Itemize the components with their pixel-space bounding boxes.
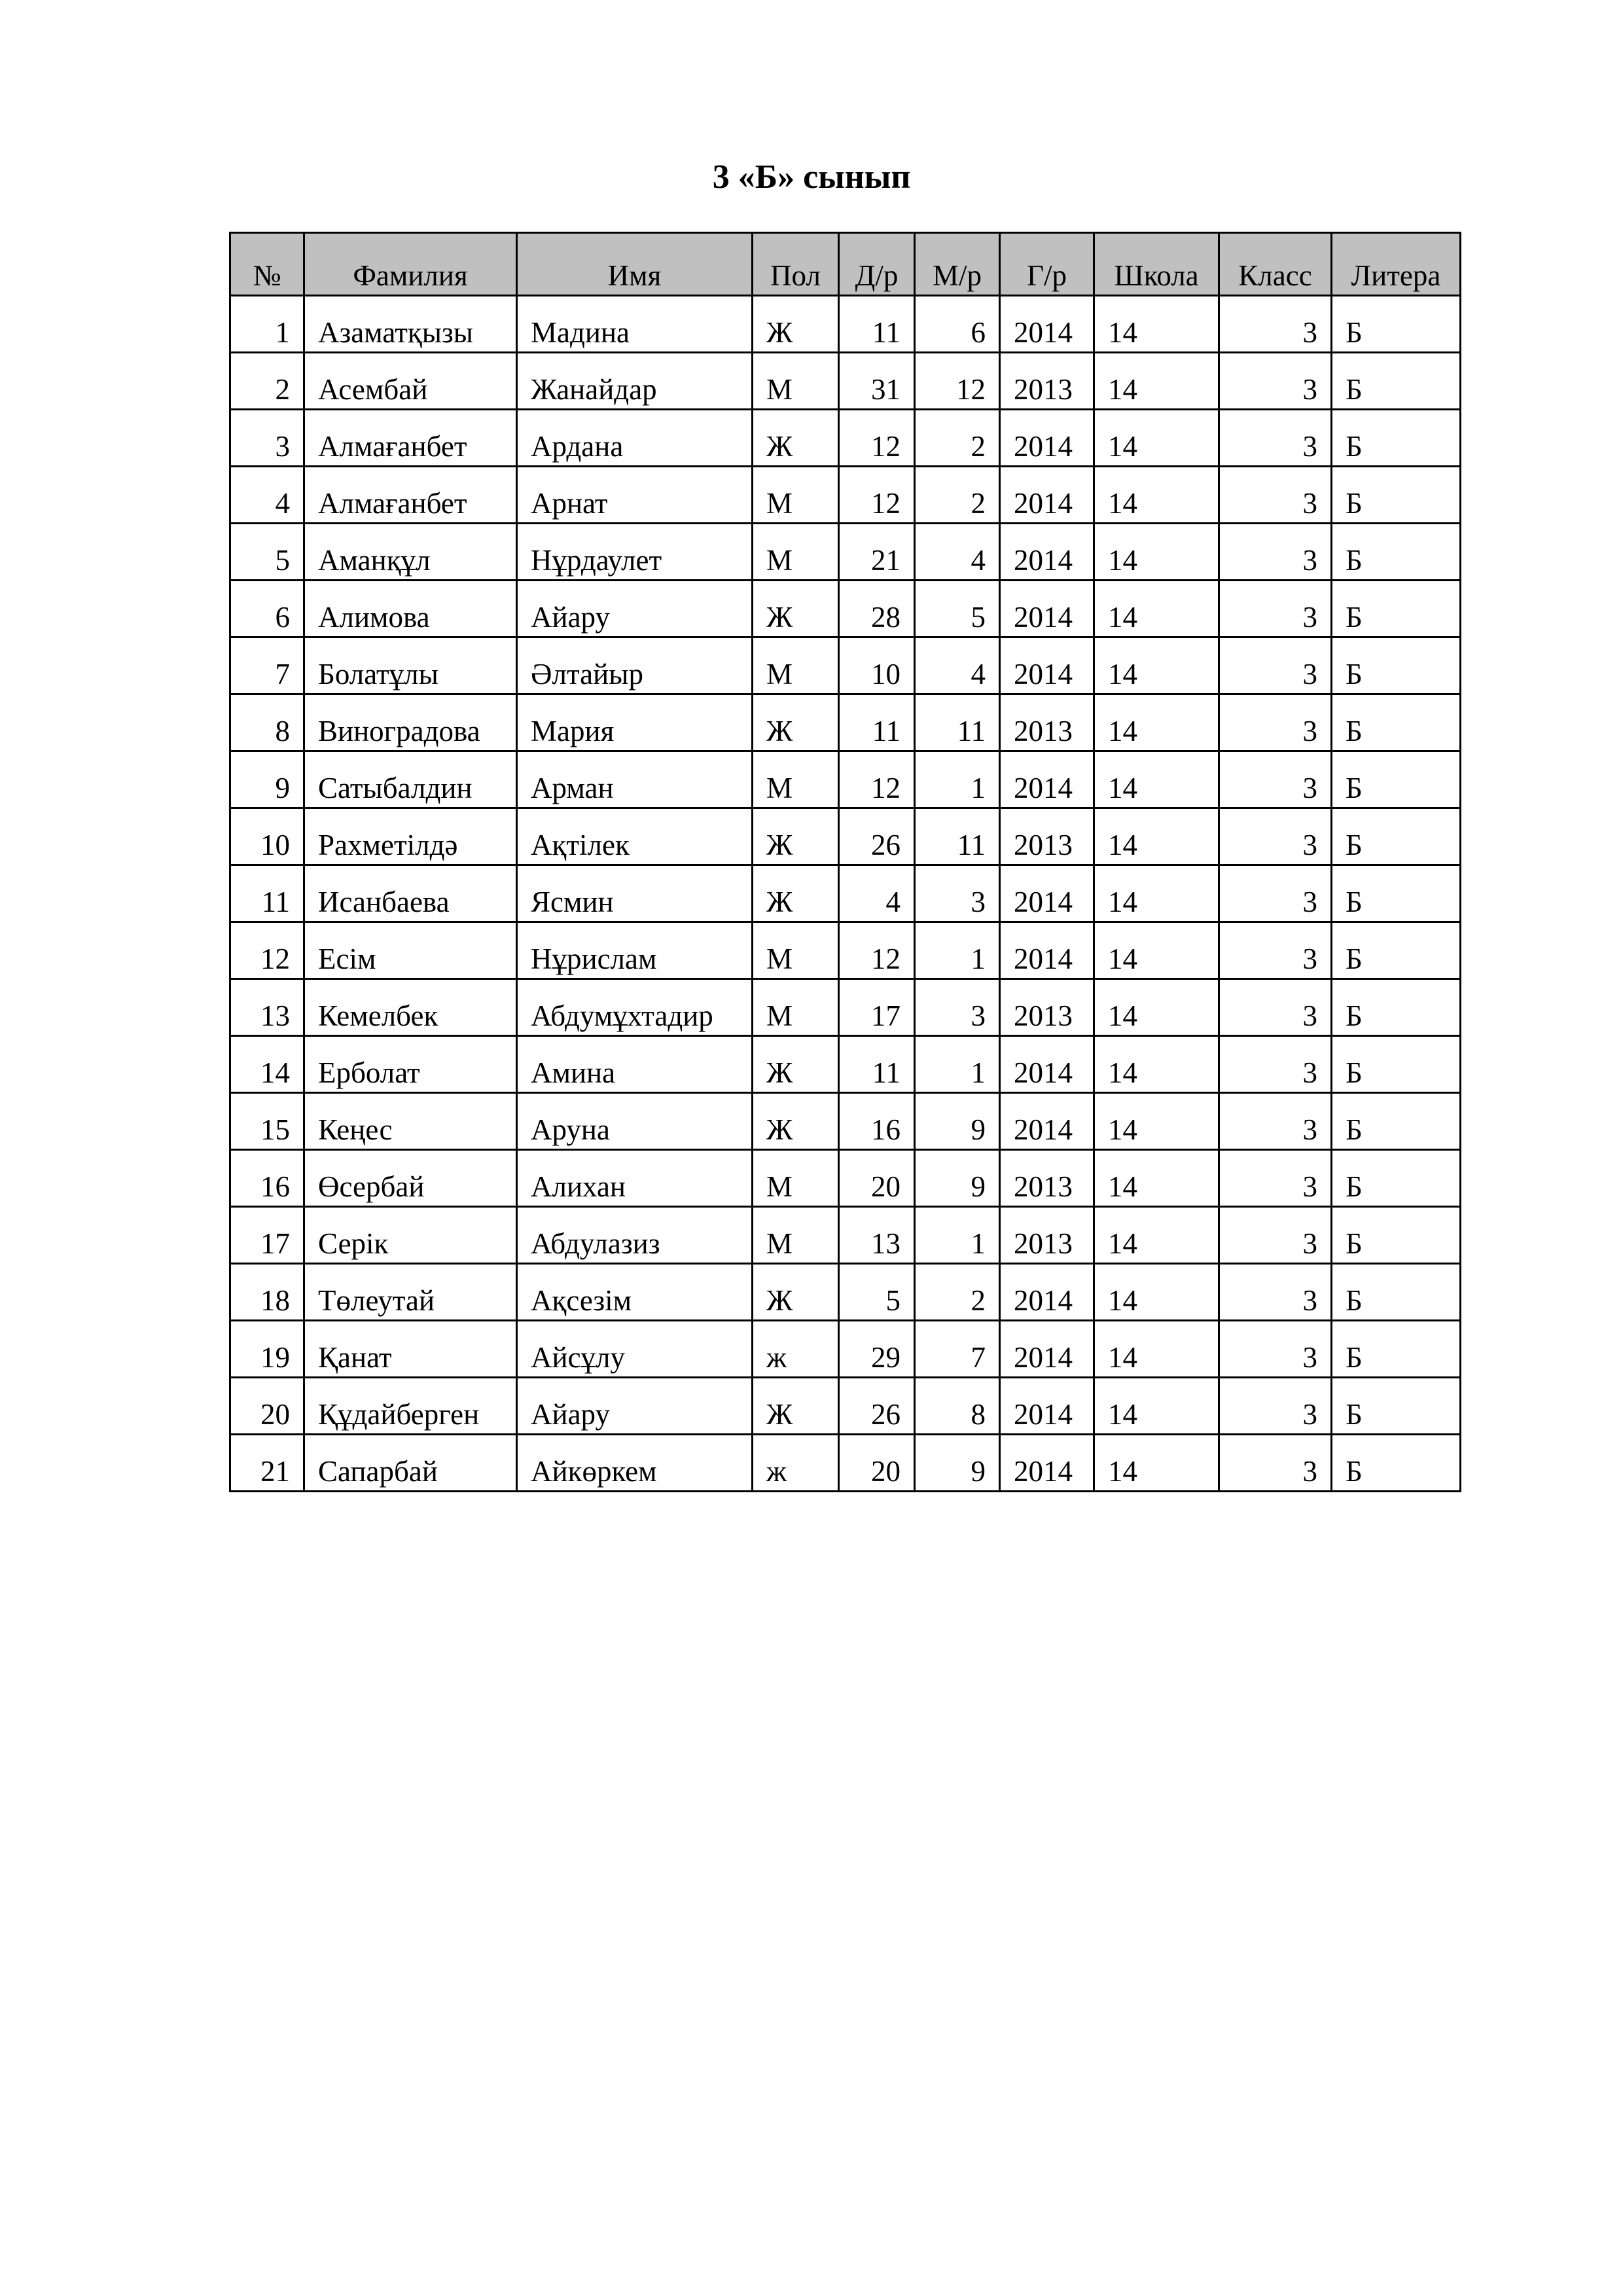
cell-birth-day: 20: [839, 1435, 915, 1492]
cell-class: 3: [1219, 524, 1332, 581]
cell-school: 14: [1094, 1207, 1219, 1264]
cell-first-name: Нұрислам: [517, 922, 753, 979]
table-row: [230, 1378, 1461, 1435]
cell-birth-month: 9: [915, 1435, 1000, 1492]
cell-row-number: 12: [230, 922, 304, 979]
cell-class-letter: Б: [1332, 1150, 1461, 1207]
header-col-letter: Литера: [1332, 233, 1461, 296]
cell-row-number: 17: [230, 1207, 304, 1264]
cell-gender: М: [753, 524, 839, 581]
cell-first-name: Арман: [517, 751, 753, 808]
cell-birth-day: 16: [839, 1093, 915, 1150]
table-row: [230, 865, 1461, 922]
cell-class-letter: Б: [1332, 865, 1461, 922]
cell-class-letter: Б: [1332, 637, 1461, 694]
cell-birth-month: 9: [915, 1150, 1000, 1207]
cell-birth-day: 21: [839, 524, 915, 581]
cell-class-letter: Б: [1332, 1207, 1461, 1264]
cell-birth-month: 5: [915, 581, 1000, 637]
cell-birth-year: 2014: [1000, 467, 1094, 524]
cell-birth-year: 2013: [1000, 353, 1094, 410]
cell-birth-year: 2014: [1000, 1264, 1094, 1321]
cell-gender: Ж: [753, 581, 839, 637]
cell-class: 3: [1219, 467, 1332, 524]
cell-birth-year: 2014: [1000, 1321, 1094, 1378]
cell-gender: Ж: [753, 1378, 839, 1435]
table-row: [230, 1093, 1461, 1150]
cell-row-number: 2: [230, 353, 304, 410]
cell-row-number: 14: [230, 1036, 304, 1093]
cell-birth-month: 2: [915, 1264, 1000, 1321]
cell-birth-month: 6: [915, 296, 1000, 353]
cell-surname: Қанат: [304, 1321, 517, 1378]
table-row: [230, 524, 1461, 581]
cell-surname: Болатұлы: [304, 637, 517, 694]
cell-gender: М: [753, 353, 839, 410]
cell-surname: Алимова: [304, 581, 517, 637]
cell-birth-month: 4: [915, 524, 1000, 581]
cell-first-name: Абдумұхтадир: [517, 979, 753, 1036]
cell-first-name: Ясмин: [517, 865, 753, 922]
cell-birth-day: 12: [839, 751, 915, 808]
cell-row-number: 16: [230, 1150, 304, 1207]
cell-birth-month: 11: [915, 808, 1000, 865]
cell-school: 14: [1094, 1093, 1219, 1150]
cell-first-name: Айару: [517, 581, 753, 637]
table-row: [230, 1435, 1461, 1492]
table-row: [230, 467, 1461, 524]
header-col-number: №: [230, 233, 304, 296]
cell-class-letter: Б: [1332, 1093, 1461, 1150]
cell-birth-year: 2014: [1000, 865, 1094, 922]
cell-birth-day: 17: [839, 979, 915, 1036]
cell-birth-month: 11: [915, 694, 1000, 751]
cell-gender: М: [753, 751, 839, 808]
cell-birth-month: 1: [915, 1036, 1000, 1093]
cell-surname: Виноградова: [304, 694, 517, 751]
cell-birth-year: 2013: [1000, 1207, 1094, 1264]
cell-first-name: Алихан: [517, 1150, 753, 1207]
cell-birth-day: 31: [839, 353, 915, 410]
cell-class-letter: Б: [1332, 410, 1461, 467]
table-row: [230, 808, 1461, 865]
cell-class: 3: [1219, 296, 1332, 353]
cell-row-number: 19: [230, 1321, 304, 1378]
cell-surname: Алмағанбет: [304, 410, 517, 467]
table-row: [230, 751, 1461, 808]
cell-row-number: 5: [230, 524, 304, 581]
header-col-gender: Пол: [753, 233, 839, 296]
cell-class-letter: Б: [1332, 1036, 1461, 1093]
cell-surname: Сатыбалдин: [304, 751, 517, 808]
cell-class-letter: Б: [1332, 581, 1461, 637]
cell-class-letter: Б: [1332, 296, 1461, 353]
cell-birth-year: 2014: [1000, 410, 1094, 467]
header-col-birth-day: Д/р: [839, 233, 915, 296]
cell-class: 3: [1219, 1207, 1332, 1264]
cell-first-name: Ақсезім: [517, 1264, 753, 1321]
cell-surname: Өсербай: [304, 1150, 517, 1207]
cell-school: 14: [1094, 637, 1219, 694]
cell-gender: Ж: [753, 1036, 839, 1093]
cell-first-name: Амина: [517, 1036, 753, 1093]
cell-birth-month: 3: [915, 979, 1000, 1036]
cell-school: 14: [1094, 524, 1219, 581]
cell-birth-month: 7: [915, 1321, 1000, 1378]
cell-birth-year: 2014: [1000, 1036, 1094, 1093]
header-col-surname: Фамилия: [304, 233, 517, 296]
cell-birth-year: 2014: [1000, 637, 1094, 694]
cell-surname: Асембай: [304, 353, 517, 410]
cell-first-name: Ақтілек: [517, 808, 753, 865]
cell-class-letter: Б: [1332, 694, 1461, 751]
cell-birth-year: 2014: [1000, 581, 1094, 637]
cell-class-letter: Б: [1332, 1264, 1461, 1321]
header-col-birth-month: М/р: [915, 233, 1000, 296]
cell-birth-month: 12: [915, 353, 1000, 410]
cell-birth-year: 2014: [1000, 296, 1094, 353]
cell-school: 14: [1094, 1150, 1219, 1207]
cell-gender: ж: [753, 1321, 839, 1378]
student-table: [229, 232, 1461, 1492]
table-row: [230, 922, 1461, 979]
cell-surname: Кеңес: [304, 1093, 517, 1150]
cell-school: 14: [1094, 467, 1219, 524]
cell-surname: Есім: [304, 922, 517, 979]
cell-birth-year: 2014: [1000, 1435, 1094, 1492]
cell-birth-month: 1: [915, 1207, 1000, 1264]
cell-school: 14: [1094, 353, 1219, 410]
cell-birth-day: 11: [839, 1036, 915, 1093]
cell-birth-day: 5: [839, 1264, 915, 1321]
cell-surname: Құдайберген: [304, 1378, 517, 1435]
cell-birth-month: 4: [915, 637, 1000, 694]
cell-birth-month: 1: [915, 751, 1000, 808]
cell-class: 3: [1219, 1435, 1332, 1492]
cell-birth-month: 8: [915, 1378, 1000, 1435]
cell-gender: М: [753, 467, 839, 524]
header-row: [230, 233, 1461, 296]
cell-class-letter: Б: [1332, 353, 1461, 410]
cell-surname: Ерболат: [304, 1036, 517, 1093]
cell-birth-day: 10: [839, 637, 915, 694]
cell-class-letter: Б: [1332, 751, 1461, 808]
cell-first-name: Айсұлу: [517, 1321, 753, 1378]
cell-school: 14: [1094, 979, 1219, 1036]
cell-gender: М: [753, 637, 839, 694]
table-row: [230, 410, 1461, 467]
cell-class: 3: [1219, 979, 1332, 1036]
table-body: [230, 296, 1461, 1492]
cell-gender: Ж: [753, 1093, 839, 1150]
cell-birth-day: 11: [839, 296, 915, 353]
cell-class-letter: Б: [1332, 1378, 1461, 1435]
cell-class: 3: [1219, 1036, 1332, 1093]
cell-surname: Алмағанбет: [304, 467, 517, 524]
cell-row-number: 11: [230, 865, 304, 922]
cell-class-letter: Б: [1332, 979, 1461, 1036]
cell-birth-year: 2013: [1000, 1150, 1094, 1207]
cell-row-number: 20: [230, 1378, 304, 1435]
cell-birth-day: 13: [839, 1207, 915, 1264]
cell-row-number: 15: [230, 1093, 304, 1150]
table-row: [230, 581, 1461, 637]
cell-school: 14: [1094, 694, 1219, 751]
cell-birth-year: 2014: [1000, 922, 1094, 979]
table-row: [230, 637, 1461, 694]
cell-class: 3: [1219, 1321, 1332, 1378]
cell-surname: Сапарбай: [304, 1435, 517, 1492]
cell-first-name: Аруна: [517, 1093, 753, 1150]
cell-birth-year: 2013: [1000, 808, 1094, 865]
cell-school: 14: [1094, 581, 1219, 637]
cell-birth-day: 4: [839, 865, 915, 922]
cell-class: 3: [1219, 581, 1332, 637]
cell-row-number: 18: [230, 1264, 304, 1321]
cell-gender: ж: [753, 1435, 839, 1492]
cell-gender: М: [753, 922, 839, 979]
cell-class-letter: Б: [1332, 808, 1461, 865]
cell-first-name: Айару: [517, 1378, 753, 1435]
cell-school: 14: [1094, 1435, 1219, 1492]
table-row: [230, 694, 1461, 751]
cell-surname: Рахметілдә: [304, 808, 517, 865]
header-col-birth-year: Г/р: [1000, 233, 1094, 296]
cell-class: 3: [1219, 1093, 1332, 1150]
cell-birth-day: 12: [839, 410, 915, 467]
cell-gender: М: [753, 1150, 839, 1207]
cell-gender: Ж: [753, 694, 839, 751]
cell-class: 3: [1219, 751, 1332, 808]
cell-gender: Ж: [753, 296, 839, 353]
cell-birth-day: 29: [839, 1321, 915, 1378]
cell-gender: Ж: [753, 808, 839, 865]
cell-birth-month: 9: [915, 1093, 1000, 1150]
cell-surname: Кемелбек: [304, 979, 517, 1036]
cell-gender: М: [753, 979, 839, 1036]
cell-row-number: 1: [230, 296, 304, 353]
cell-first-name: Ардана: [517, 410, 753, 467]
cell-birth-day: 28: [839, 581, 915, 637]
cell-birth-year: 2014: [1000, 751, 1094, 808]
cell-class: 3: [1219, 808, 1332, 865]
cell-birth-day: 11: [839, 694, 915, 751]
cell-row-number: 6: [230, 581, 304, 637]
cell-class: 3: [1219, 637, 1332, 694]
cell-birth-month: 3: [915, 865, 1000, 922]
cell-row-number: 10: [230, 808, 304, 865]
cell-class: 3: [1219, 922, 1332, 979]
cell-birth-day: 12: [839, 922, 915, 979]
table-row: [230, 979, 1461, 1036]
cell-school: 14: [1094, 1321, 1219, 1378]
cell-school: 14: [1094, 751, 1219, 808]
cell-row-number: 13: [230, 979, 304, 1036]
cell-class: 3: [1219, 1264, 1332, 1321]
cell-school: 14: [1094, 922, 1219, 979]
cell-first-name: Жанайдар: [517, 353, 753, 410]
cell-class-letter: Б: [1332, 1435, 1461, 1492]
header-col-class: Класс: [1219, 233, 1332, 296]
cell-class: 3: [1219, 1378, 1332, 1435]
cell-school: 14: [1094, 808, 1219, 865]
cell-school: 14: [1094, 1264, 1219, 1321]
cell-school: 14: [1094, 865, 1219, 922]
cell-row-number: 9: [230, 751, 304, 808]
cell-birth-month: 2: [915, 410, 1000, 467]
cell-birth-year: 2014: [1000, 1378, 1094, 1435]
cell-class: 3: [1219, 410, 1332, 467]
cell-birth-year: 2013: [1000, 694, 1094, 751]
header-col-school: Школа: [1094, 233, 1219, 296]
cell-class: 3: [1219, 1150, 1332, 1207]
cell-surname: Аманқұл: [304, 524, 517, 581]
cell-row-number: 7: [230, 637, 304, 694]
cell-birth-day: 12: [839, 467, 915, 524]
table-row: [230, 1321, 1461, 1378]
cell-birth-day: 20: [839, 1150, 915, 1207]
cell-first-name: Мария: [517, 694, 753, 751]
cell-class: 3: [1219, 353, 1332, 410]
table-row: [230, 353, 1461, 410]
table-row: [230, 1264, 1461, 1321]
cell-first-name: Арнат: [517, 467, 753, 524]
cell-surname: Исанбаева: [304, 865, 517, 922]
cell-school: 14: [1094, 1036, 1219, 1093]
cell-class-letter: Б: [1332, 1321, 1461, 1378]
cell-school: 14: [1094, 1378, 1219, 1435]
cell-school: 14: [1094, 410, 1219, 467]
cell-class: 3: [1219, 694, 1332, 751]
cell-gender: М: [753, 1207, 839, 1264]
cell-gender: Ж: [753, 1264, 839, 1321]
cell-class: 3: [1219, 865, 1332, 922]
table-row: [230, 296, 1461, 353]
cell-row-number: 21: [230, 1435, 304, 1492]
cell-birth-year: 2014: [1000, 1093, 1094, 1150]
cell-gender: Ж: [753, 410, 839, 467]
cell-row-number: 4: [230, 467, 304, 524]
page-title: 3 «Б» сынып: [712, 158, 911, 196]
cell-school: 14: [1094, 296, 1219, 353]
cell-row-number: 3: [230, 410, 304, 467]
cell-birth-month: 1: [915, 922, 1000, 979]
cell-class-letter: Б: [1332, 922, 1461, 979]
table-row: [230, 1150, 1461, 1207]
cell-first-name: Абдулазиз: [517, 1207, 753, 1264]
cell-first-name: Айкөркем: [517, 1435, 753, 1492]
cell-birth-day: 26: [839, 808, 915, 865]
cell-birth-month: 2: [915, 467, 1000, 524]
cell-class-letter: Б: [1332, 467, 1461, 524]
cell-class-letter: Б: [1332, 524, 1461, 581]
cell-row-number: 8: [230, 694, 304, 751]
table-row: [230, 1036, 1461, 1093]
cell-first-name: Нұрдаулет: [517, 524, 753, 581]
header-col-name: Имя: [517, 233, 753, 296]
cell-gender: Ж: [753, 865, 839, 922]
cell-birth-year: 2014: [1000, 524, 1094, 581]
cell-birth-year: 2013: [1000, 979, 1094, 1036]
cell-surname: Төлеутай: [304, 1264, 517, 1321]
cell-birth-day: 26: [839, 1378, 915, 1435]
cell-surname: Серік: [304, 1207, 517, 1264]
cell-first-name: Әлтайыр: [517, 637, 753, 694]
cell-first-name: Мадина: [517, 296, 753, 353]
table-row: [230, 1207, 1461, 1264]
cell-surname: Азаматқызы: [304, 296, 517, 353]
